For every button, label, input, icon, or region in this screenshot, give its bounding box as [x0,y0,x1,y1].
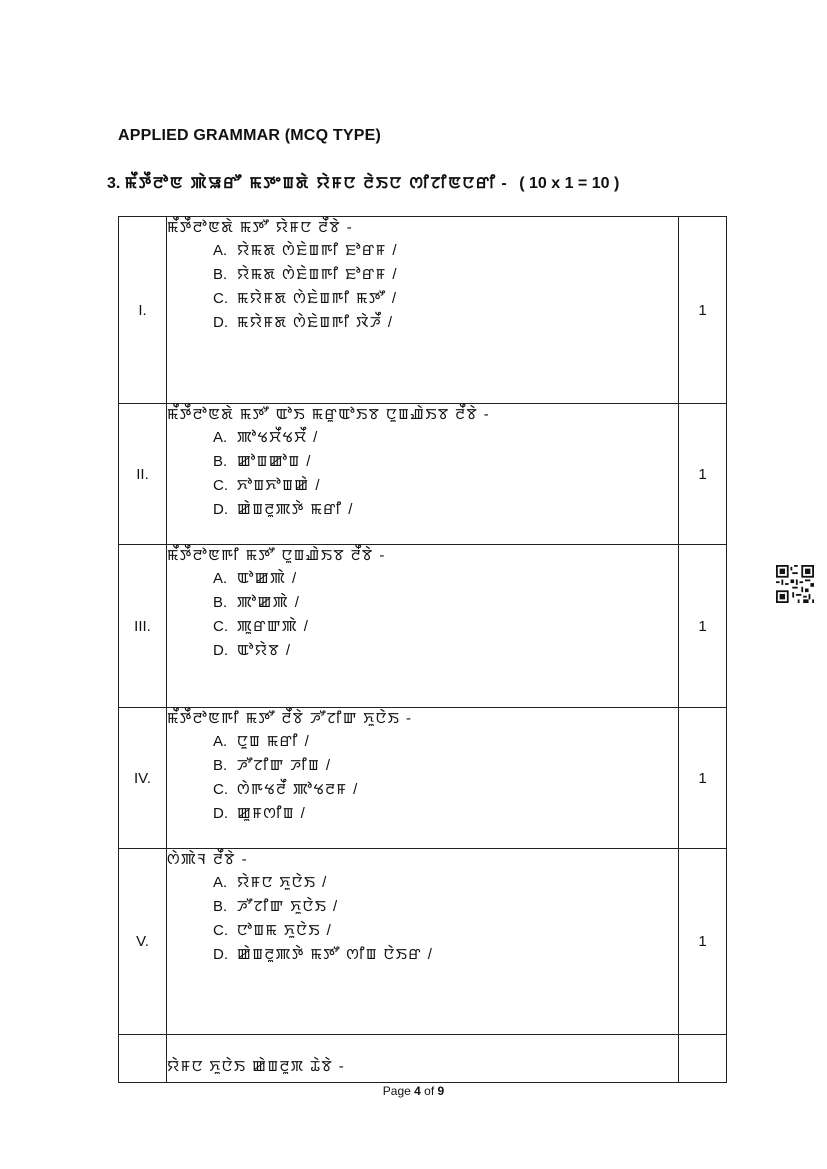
option-label: B. [213,898,228,915]
option-item [213,802,678,826]
question-stem: ꯃꯩꯇꯩꯂꯣꯟꯒꯤ ꯃꯇꯧ ꯅꯨꯡꯉꯥꯏꯕ ꯂꯩꯕꯥ - [167,547,386,564]
question-row [119,1035,727,1083]
row-content [167,217,679,404]
question-dash: - [501,175,507,192]
question-stem: ꯌꯥꯝꯅ ꯈꯨꯅꯥꯏ ꯀꯥꯡꯂꯨꯞ ꯊꯥꯕꯥ - [167,1058,346,1075]
footer-of: of [424,1084,435,1098]
option-list [167,239,678,335]
option-label: A. [213,429,228,446]
option-item [213,754,678,778]
question-marks: ( 10 x 1 = 10 ) [519,175,620,192]
option-label: C. [213,781,228,798]
option-text: ꯁꯥꯒꯠꯂꯩ ꯄꯣꯠꯂꯝ / [237,781,359,798]
option-label: B. [213,453,228,470]
option-item [213,567,678,591]
footer-current-page: 4 [414,1084,421,1098]
option-text: ꯃꯌꯥꯝꯗ ꯁꯥꯐꯥꯡꯒꯤ ꯋꯥꯍꯩ / [237,314,394,331]
question-row [119,849,727,1035]
row-content [167,708,679,849]
option-text: ꯄꯣꯀꯄꯥ / [237,594,301,611]
row-content [167,849,679,1035]
option-label: D. [213,501,228,518]
question-line [107,172,619,194]
option-label: C. [213,290,228,307]
option-label: A. [213,733,228,750]
option-item [213,450,678,474]
option-item [213,615,678,639]
row-mark [679,1035,727,1083]
question-row [119,708,727,849]
option-label: A. [213,242,228,259]
row-mark: 1 [679,545,727,708]
option-text: ꯅꯨꯡ ꯃꯔꯤ / [237,733,311,750]
row-content [167,1035,679,1083]
option-item [213,263,678,287]
question-stem: ꯃꯩꯇꯩꯂꯣꯟꯗꯥ ꯃꯇꯧ ꯑꯣꯏ ꯃꯔꯨꯑꯣꯏꯕ ꯅꯨꯡꯉꯥꯏꯕ ꯂꯩꯕꯥ - [167,406,491,423]
option-label: D. [213,805,228,822]
option-label: A. [213,874,228,891]
question-stem: ꯃꯩꯇꯩꯂꯣꯟꯗꯥ ꯃꯇꯧ ꯌꯥꯝꯅ ꯂꯩꯕꯥ - [167,219,354,236]
option-label: D. [213,946,228,963]
option-text: ꯌꯥꯝꯅ ꯈꯨꯅꯥꯏ / [237,874,328,891]
page-footer [0,1084,827,1098]
option-text: ꯌꯥꯃꯗ ꯁꯥꯐꯥꯡꯒꯤ ꯐꯣꯔꯝ / [237,242,399,259]
option-text: ꯀꯣꯡꯀꯣꯡ / [237,453,312,470]
option-label: C. [213,922,228,939]
option-label: B. [213,594,228,611]
row-content [167,545,679,708]
option-item [213,919,678,943]
option-text: ꯍꯧꯖꯤꯛ ꯈꯨꯅꯥꯏ / [237,898,339,915]
question-row [119,404,727,545]
option-item [213,943,678,967]
option-item [213,639,678,663]
row-number: IV. [119,708,167,849]
option-label: C. [213,618,228,635]
option-label: C. [213,477,228,494]
option-item [213,778,678,802]
row-content [167,404,679,545]
section-heading: APPLIED GRAMMAR (MCQ TYPE) [118,127,381,144]
option-item [213,311,678,335]
option-item [213,730,678,754]
row-mark: 1 [679,217,727,404]
option-item [213,287,678,311]
question-number: 3. [107,175,121,192]
footer-prefix: Page [382,1084,411,1098]
row-number: I. [119,217,167,404]
option-label: B. [213,266,228,283]
option-item [213,498,678,522]
question-text: ꯃꯩꯇꯩꯂꯣꯟ ꯄꯥꯎꯔꯧ ꯃꯇꯦꯡꯗꯥ ꯌꯥꯝꯅ ꯂꯥꯏꯅ ꯁꯤꯖꯤꯟꯅꯔꯤ [124,175,497,192]
option-text: ꯍꯧꯖꯤꯛ ꯍꯤꯡ / [237,757,332,774]
option-item [213,239,678,263]
option-text: ꯄꯣꯠꯆꯩꯠꯆꯩ / [237,429,319,446]
option-text: ꯄꯨꯔꯛꯄꯥ / [237,618,310,635]
option-text: ꯌꯥꯃꯗ ꯁꯥꯐꯥꯡꯒꯤ ꯐꯣꯔꯝ / [237,266,399,283]
option-text: ꯑꯣꯌꯥꯕ / [237,642,292,659]
option-text: ꯅꯣꯡꯃ ꯈꯨꯅꯥꯏ / [237,922,333,939]
row-mark: 1 [679,708,727,849]
option-text: ꯀꯨꯝꯁꯤꯡ / [237,805,307,822]
qr-code-icon [776,565,814,603]
mcq-table [118,216,727,1083]
row-number: III. [119,545,167,708]
row-mark: 1 [679,404,727,545]
option-label: A. [213,570,228,587]
option-item [213,871,678,895]
option-text: ꯈꯣꯡꯈꯣꯡꯀꯥ / [237,477,321,494]
option-text: ꯀꯥꯡꯂꯨꯄꯇꯥ ꯃꯇꯧ ꯁꯤꯡ ꯅꯥꯏꯔ / [237,946,434,963]
question-row [119,217,727,404]
option-list [167,871,678,967]
row-number: II. [119,404,167,545]
row-mark: 1 [679,849,727,1035]
option-label: D. [213,314,228,331]
option-label: D. [213,642,228,659]
option-text: ꯃꯌꯥꯝꯗ ꯁꯥꯐꯥꯡꯒꯤ ꯃꯇꯧ / [237,290,398,307]
option-text: ꯑꯣꯀꯄꯥ / [237,570,298,587]
option-list [167,730,678,826]
option-item [213,426,678,450]
row-number [119,1035,167,1083]
footer-total-pages: 9 [437,1084,445,1098]
option-item [213,591,678,615]
question-stem: ꯃꯩꯇꯩꯂꯣꯟꯒꯤ ꯃꯇꯧ ꯂꯩꯕꯥ ꯍꯧꯖꯤꯛ ꯈꯨꯅꯥꯏ - [167,710,413,727]
option-item [213,474,678,498]
option-list [167,567,678,663]
question-stem: ꯁꯥꯄꯥꯜ ꯂꯩꯕꯥ - [167,851,249,868]
row-number: V. [119,849,167,1035]
option-list [167,426,678,522]
question-row [119,545,727,708]
option-label: B. [213,757,228,774]
option-text: ꯀꯥꯡꯂꯨꯄꯇꯥ ꯃꯔꯤ / [237,501,354,518]
option-item [213,895,678,919]
